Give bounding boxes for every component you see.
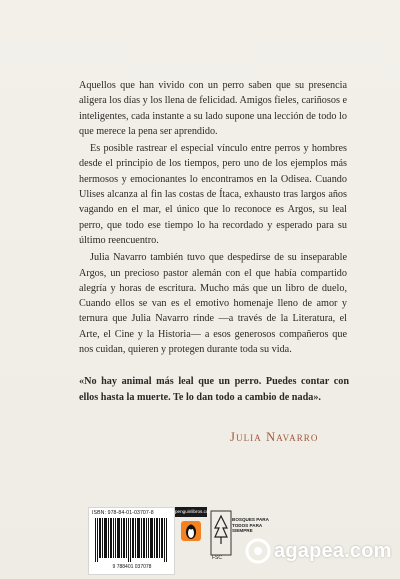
author-name: Julia Navarro [230,430,319,444]
isbn-label: ISBN: 978-84-01-03707-8 [92,510,154,516]
barcode-icon [95,518,169,562]
paragraph-1: Aquellos que han vivido con un perro saben que su presencia aligera los días y los llena de felicidad. Amigos fieles, cariñosos e inteligentes, cada instante a su lado supone una lección de todo lo que merece la pena ser aprendido. [79,80,347,137]
penguin-logo-icon [180,520,202,542]
author-quote: «No hay animal más leal que un perro. Puedes contar con ellos hasta la muerte. Te lo dan todo a cambio de nada». [79,376,349,403]
watermark [245,536,392,566]
paragraph-2: Es posible rastrear el especial vínculo entre perros y hombres desde el principio de los tiempos, pero uno de los ejemplos más hermosos y emocionantes lo encontramos en la Odisea. Cuando Ulises alcanza al fin las costas de Ítaca, exhausto tras largos años vagando en el mar, el único que lo reconoce es Argos, su leal perro, que todo ese tiempo lo ha recordado y esperado para su último reencuentro. [79,143,347,246]
watermark-text: agapea.com [274,539,392,562]
agapea-logo-icon [245,538,271,564]
bosques-text: BOSQUES PARA TODOS PARA SIEMPRE [232,517,269,534]
fsc-label: FSC [212,555,222,561]
paragraph-3: Julia Navarro también tuvo que despedirse de su inseparable Argos, un precioso pastor alemán con el que había compartido alegría y horas de escritura. Mucho más que un libro de duelo, Cuando ellos se van es el emotivo homenaje lleno de amor y ternura que Julia Navarro rinde —a través de la Literatura, el Arte, el Cine y la Historia— a esos generosos compañeros que nos cuidan, quieren y protegen durante toda su vida. [79,252,347,356]
publisher-url: penguinlibros.com [175,507,207,517]
barcode-card [88,507,175,575]
barcode-digits: 9 788401 037078 [112,564,152,570]
synopsis [79,78,347,359]
